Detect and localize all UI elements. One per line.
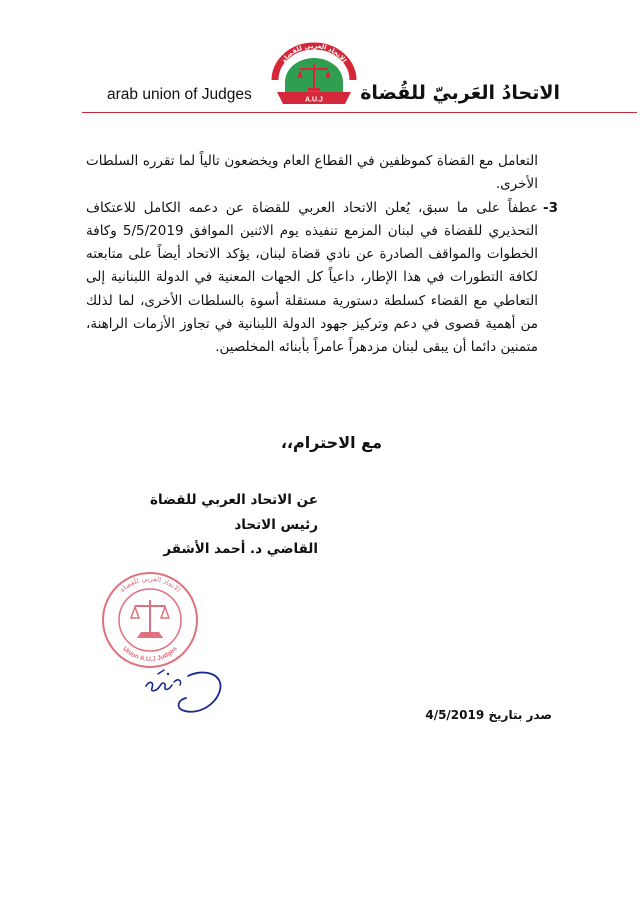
issue-date-value: 4/5/2019 <box>425 708 485 722</box>
issue-date-label: صدر بتاريخ <box>488 708 552 722</box>
closing-salutation: مع الاحترام،، <box>280 433 382 452</box>
logo-monogram: A.U.J <box>305 96 323 104</box>
list-item-3 <box>86 197 558 360</box>
org-name-arabic: الاتحادُ العَربيّ للقُضاة <box>360 82 560 104</box>
item-3-text: عطفاً على ما سبق، يُعلن الاتحاد العربي للقضاة عن دعمه الكامل للاعتكاف التحذيري للقضاة في لبنان المزمع تنفيذه يوم الاثنين الموافق 5/5/2019 وكافة الخطوات والمواقف الصادرة عن نادي قضاة لبنان، يؤكد الاتحاد أيضاً على متابعته لكافة التطورات في هذا الإطار، داعياً كل الجهات المعنية في الدولة اللبنانية إلى التعاطي مع القضاء كسلطة دستورية مستقلة أسوة بالسلطات الأخرى، لما لذلك من أهمية قصوى في دعم وتركيز جهود الدولة اللبنانية في تجاوز الأزمات الراهنة، متمنين دائما أن يبقى لبنان مزدهراً عامراً بأبنائه المخلصين. <box>86 199 538 356</box>
paragraph-continued: التعامل مع القضاة كموظفين في القطاع العام ويخضعون تالياً لما تقرره السلطات الأخرى. <box>86 153 538 193</box>
union-logo <box>271 42 357 108</box>
signatory-name: القاضي د. أحمد الأشقر <box>163 541 318 557</box>
stamp-arc-text: الاتحاد العربي للقضاة <box>118 574 182 594</box>
handwritten-signature <box>138 660 230 722</box>
letterhead <box>0 0 640 120</box>
stamp-bottom-text: Union A.U.J Judges <box>121 645 179 664</box>
item-number: -3 <box>543 199 558 216</box>
signatory-on-behalf: عن الاتحاد العربي للقضاة <box>149 492 318 508</box>
issue-date-line <box>425 708 552 722</box>
stamp-scales-icon <box>131 600 169 638</box>
signatory-block <box>150 488 318 562</box>
header-divider <box>82 112 637 113</box>
org-name-english: arab union of Judges <box>107 86 252 103</box>
logo-arc-text: الاتحاد العربي للقضاة <box>279 42 349 65</box>
letter-body <box>86 150 558 360</box>
signatory-title: رئيس الاتحاد <box>234 516 318 533</box>
official-stamp <box>97 568 203 670</box>
